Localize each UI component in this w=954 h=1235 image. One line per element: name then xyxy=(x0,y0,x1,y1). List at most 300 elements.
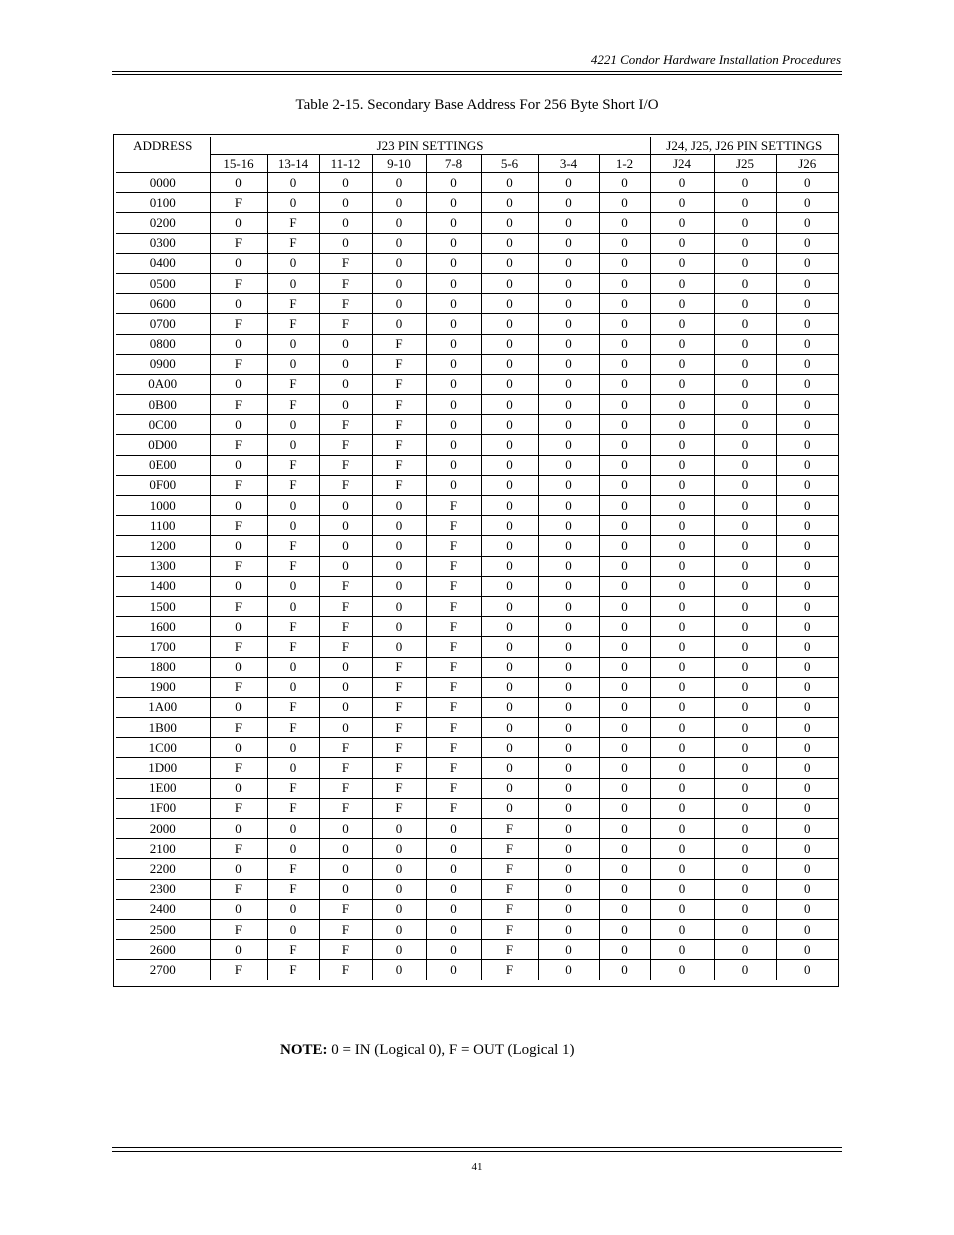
pin-setting-cell: 0 xyxy=(776,677,838,697)
column-header: J24 xyxy=(650,155,714,173)
pin-setting-cell: 0 xyxy=(599,455,650,475)
pin-setting-cell: 0 xyxy=(267,677,319,697)
pin-setting-cell: 0 xyxy=(426,273,481,293)
pin-setting-cell: 0 xyxy=(319,193,372,213)
pin-setting-cell: 0 xyxy=(210,576,267,596)
pin-setting-cell: 0 xyxy=(210,738,267,758)
pin-setting-cell: 0 xyxy=(481,516,538,536)
pin-setting-cell: 0 xyxy=(210,294,267,314)
pin-setting-cell: 0 xyxy=(599,374,650,394)
pin-setting-cell: 0 xyxy=(210,697,267,717)
pin-setting-cell: 0 xyxy=(426,899,481,919)
pin-setting-cell: 0 xyxy=(714,536,776,556)
pin-setting-cell: 0 xyxy=(650,173,714,193)
pin-setting-cell: 0 xyxy=(776,576,838,596)
pin-setting-cell: F xyxy=(319,576,372,596)
pin-setting-cell: 0 xyxy=(319,395,372,415)
table-row xyxy=(116,637,838,657)
pin-setting-cell: 0 xyxy=(538,879,599,899)
address-cell: 0D00 xyxy=(116,435,210,455)
pin-setting-cell: 0 xyxy=(650,253,714,273)
pin-setting-cell: 0 xyxy=(481,233,538,253)
pin-setting-cell: 0 xyxy=(481,778,538,798)
pin-setting-cell: 0 xyxy=(372,516,426,536)
pin-setting-cell: 0 xyxy=(538,354,599,374)
pin-setting-cell: 0 xyxy=(319,496,372,516)
address-cell: 1300 xyxy=(116,556,210,576)
pin-setting-cell: 0 xyxy=(650,233,714,253)
pin-setting-cell: 0 xyxy=(776,738,838,758)
pin-setting-cell: F xyxy=(267,213,319,233)
pin-setting-cell: 0 xyxy=(714,253,776,273)
pin-setting-cell: 0 xyxy=(650,738,714,758)
pin-setting-cell: 0 xyxy=(650,496,714,516)
header-rule-bottom xyxy=(112,74,842,75)
pin-setting-cell: F xyxy=(210,798,267,818)
pin-setting-cell: 0 xyxy=(714,516,776,536)
pin-setting-cell: 0 xyxy=(776,536,838,556)
pin-setting-cell: F xyxy=(426,758,481,778)
pin-setting-cell: F xyxy=(426,637,481,657)
table-row xyxy=(116,173,838,193)
pin-setting-cell: 0 xyxy=(776,919,838,939)
pin-setting-cell: 0 xyxy=(599,899,650,919)
pin-setting-cell: F xyxy=(210,314,267,334)
pin-setting-cell: 0 xyxy=(714,415,776,435)
pin-setting-cell: 0 xyxy=(714,334,776,354)
pin-setting-cell: 0 xyxy=(714,273,776,293)
pin-setting-cell: 0 xyxy=(650,758,714,778)
address-cell: 0C00 xyxy=(116,415,210,435)
pin-setting-cell: 0 xyxy=(538,334,599,354)
address-header: ADDRESS xyxy=(116,137,210,155)
pin-setting-cell: 0 xyxy=(650,879,714,899)
table-row xyxy=(116,496,838,516)
pin-setting-cell: 0 xyxy=(599,677,650,697)
pin-setting-cell: 0 xyxy=(267,415,319,435)
pin-setting-cell: 0 xyxy=(372,576,426,596)
pin-setting-cell: 0 xyxy=(481,677,538,697)
pin-setting-cell: 0 xyxy=(650,819,714,839)
address-cell: 2600 xyxy=(116,940,210,960)
pin-setting-cell: 0 xyxy=(599,798,650,818)
footnote xyxy=(280,1042,575,1059)
pin-setting-cell: 0 xyxy=(426,435,481,455)
column-header: J26 xyxy=(776,155,838,173)
pin-setting-cell: 0 xyxy=(267,839,319,859)
address-cell: 1400 xyxy=(116,576,210,596)
pin-setting-cell: 0 xyxy=(210,819,267,839)
pin-setting-cell: 0 xyxy=(481,334,538,354)
pin-setting-cell: 0 xyxy=(481,738,538,758)
pin-setting-cell: 0 xyxy=(319,516,372,536)
address-cell: 0100 xyxy=(116,193,210,213)
pin-setting-cell: 0 xyxy=(372,294,426,314)
pin-setting-cell: 0 xyxy=(538,637,599,657)
pin-setting-cell: 0 xyxy=(319,173,372,193)
pin-setting-cell: F xyxy=(267,637,319,657)
pin-setting-cell: 0 xyxy=(538,819,599,839)
address-cell: 0300 xyxy=(116,233,210,253)
pin-setting-cell: F xyxy=(267,859,319,879)
pin-setting-cell: F xyxy=(210,556,267,576)
pin-setting-cell: 0 xyxy=(481,718,538,738)
pin-setting-cell: 0 xyxy=(538,314,599,334)
pin-setting-cell: 0 xyxy=(714,496,776,516)
pin-setting-cell: 0 xyxy=(538,556,599,576)
pin-setting-cell: 0 xyxy=(372,637,426,657)
pin-setting-cell: 0 xyxy=(599,758,650,778)
pin-setting-cell: 0 xyxy=(776,940,838,960)
address-cell: 0500 xyxy=(116,273,210,293)
address-cell: 0F00 xyxy=(116,475,210,495)
j23-group-header: J23 PIN SETTINGS xyxy=(210,137,650,155)
pin-setting-cell: 0 xyxy=(372,879,426,899)
pin-setting-cell: 0 xyxy=(372,819,426,839)
table-row xyxy=(116,859,838,879)
pin-setting-cell: F xyxy=(319,294,372,314)
pin-setting-cell: F xyxy=(210,718,267,738)
pin-setting-cell: 0 xyxy=(319,536,372,556)
address-cell: 1B00 xyxy=(116,718,210,738)
pin-setting-cell: F xyxy=(210,395,267,415)
pin-setting-cell: 0 xyxy=(538,455,599,475)
address-cell: 1900 xyxy=(116,677,210,697)
pin-setting-cell: F xyxy=(481,819,538,839)
address-cell: 0800 xyxy=(116,334,210,354)
pin-setting-cell: F xyxy=(267,940,319,960)
pin-setting-cell: 0 xyxy=(267,496,319,516)
table-row xyxy=(116,960,838,980)
pin-setting-cell: 0 xyxy=(650,374,714,394)
pin-setting-cell: 0 xyxy=(538,496,599,516)
address-cell: 1100 xyxy=(116,516,210,536)
pin-setting-cell: 0 xyxy=(776,596,838,616)
pin-setting-cell: 0 xyxy=(267,576,319,596)
pin-setting-cell: 0 xyxy=(481,475,538,495)
pin-setting-cell: 0 xyxy=(426,879,481,899)
pin-setting-cell: F xyxy=(372,395,426,415)
pin-setting-cell: 0 xyxy=(599,193,650,213)
table-row xyxy=(116,758,838,778)
pin-setting-cell: F xyxy=(319,435,372,455)
pin-setting-cell: 0 xyxy=(538,859,599,879)
pin-setting-cell: 0 xyxy=(599,334,650,354)
pin-setting-cell: 0 xyxy=(599,273,650,293)
pin-setting-cell: 0 xyxy=(599,314,650,334)
pin-setting-cell: 0 xyxy=(599,213,650,233)
pin-setting-cell: 0 xyxy=(267,657,319,677)
pin-setting-cell: F xyxy=(426,536,481,556)
pin-setting-cell: F xyxy=(426,657,481,677)
pin-setting-cell: 0 xyxy=(319,718,372,738)
pin-setting-cell: 0 xyxy=(267,193,319,213)
pin-setting-cell: 0 xyxy=(538,273,599,293)
table-row xyxy=(116,798,838,818)
pin-setting-cell: F xyxy=(319,253,372,273)
pin-setting-cell: F xyxy=(210,758,267,778)
pin-setting-cell: 0 xyxy=(599,516,650,536)
pin-setting-cell: F xyxy=(372,758,426,778)
pin-setting-cell: 0 xyxy=(426,253,481,273)
pin-setting-cell: 0 xyxy=(481,576,538,596)
pin-setting-cell: 0 xyxy=(599,253,650,273)
pin-setting-cell: 0 xyxy=(267,758,319,778)
address-cell: 2300 xyxy=(116,879,210,899)
pin-setting-cell: F xyxy=(372,455,426,475)
pin-setting-cell: 0 xyxy=(650,395,714,415)
pin-setting-cell: 0 xyxy=(599,940,650,960)
pin-setting-cell: 0 xyxy=(714,395,776,415)
pin-setting-cell: 0 xyxy=(538,415,599,435)
pin-setting-cell: 0 xyxy=(372,919,426,939)
pin-setting-cell: F xyxy=(319,273,372,293)
address-header-spacer xyxy=(116,155,210,173)
pin-setting-cell: 0 xyxy=(372,940,426,960)
pin-setting-cell: 0 xyxy=(481,374,538,394)
address-cell: 2200 xyxy=(116,859,210,879)
pin-setting-cell: 0 xyxy=(776,193,838,213)
pin-setting-cell: 0 xyxy=(481,496,538,516)
pin-setting-cell: 0 xyxy=(714,657,776,677)
pin-setting-cell: 0 xyxy=(599,294,650,314)
pin-setting-cell: 0 xyxy=(650,637,714,657)
pin-setting-cell: 0 xyxy=(714,738,776,758)
table-body xyxy=(116,173,838,980)
pin-setting-cell: 0 xyxy=(481,294,538,314)
address-cell: 0700 xyxy=(116,314,210,334)
pin-setting-cell: F xyxy=(319,899,372,919)
column-header: 9-10 xyxy=(372,155,426,173)
address-cell: 0200 xyxy=(116,213,210,233)
pin-setting-cell: 0 xyxy=(714,374,776,394)
table-row xyxy=(116,415,838,435)
address-cell: 1700 xyxy=(116,637,210,657)
table-row xyxy=(116,819,838,839)
pin-setting-cell: 0 xyxy=(538,919,599,939)
pin-setting-cell: F xyxy=(267,879,319,899)
pin-setting-cell: F xyxy=(426,496,481,516)
pin-setting-cell: 0 xyxy=(372,273,426,293)
pin-setting-cell: 0 xyxy=(372,859,426,879)
table-row xyxy=(116,334,838,354)
column-header-row xyxy=(116,155,838,173)
pin-setting-cell: 0 xyxy=(372,233,426,253)
pin-setting-cell: 0 xyxy=(538,839,599,859)
pin-setting-cell: 0 xyxy=(650,516,714,536)
pin-setting-cell: F xyxy=(372,718,426,738)
table-row xyxy=(116,455,838,475)
pin-setting-cell: F xyxy=(267,294,319,314)
table-row xyxy=(116,536,838,556)
pin-setting-cell: 0 xyxy=(319,233,372,253)
pin-setting-cell: 0 xyxy=(599,637,650,657)
pin-setting-cell: 0 xyxy=(650,798,714,818)
pin-setting-cell: 0 xyxy=(714,718,776,738)
pin-setting-cell: 0 xyxy=(650,576,714,596)
pin-setting-cell: 0 xyxy=(210,415,267,435)
pin-setting-cell: F xyxy=(319,415,372,435)
pin-setting-cell: F xyxy=(426,798,481,818)
pin-setting-cell: 0 xyxy=(714,576,776,596)
pin-setting-cell: 0 xyxy=(538,596,599,616)
pin-setting-cell: 0 xyxy=(372,960,426,980)
address-cell: 1200 xyxy=(116,536,210,556)
pin-setting-cell: F xyxy=(210,960,267,980)
pin-setting-cell: 0 xyxy=(481,697,538,717)
pin-setting-cell: 0 xyxy=(650,334,714,354)
pin-setting-cell: 0 xyxy=(538,374,599,394)
pin-setting-cell: 0 xyxy=(776,334,838,354)
address-cell: 1F00 xyxy=(116,798,210,818)
pin-setting-cell: 0 xyxy=(538,697,599,717)
pin-setting-cell: 0 xyxy=(650,415,714,435)
pin-setting-cell: 0 xyxy=(319,657,372,677)
address-table xyxy=(116,137,838,980)
pin-setting-cell: 0 xyxy=(372,536,426,556)
pin-setting-cell: F xyxy=(267,395,319,415)
pin-setting-cell: 0 xyxy=(776,253,838,273)
pin-setting-cell: 0 xyxy=(210,253,267,273)
pin-setting-cell: 0 xyxy=(372,253,426,273)
pin-setting-cell: 0 xyxy=(776,758,838,778)
pin-setting-cell: 0 xyxy=(599,173,650,193)
table-row xyxy=(116,778,838,798)
pin-setting-cell: 0 xyxy=(372,899,426,919)
pin-setting-cell: 0 xyxy=(426,819,481,839)
pin-setting-cell: F xyxy=(481,919,538,939)
table-row xyxy=(116,314,838,334)
pin-setting-cell: 0 xyxy=(267,253,319,273)
j24-group-header: J24, J25, J26 PIN SETTINGS xyxy=(650,137,838,155)
pin-setting-cell: 0 xyxy=(776,455,838,475)
pin-setting-cell: 0 xyxy=(776,718,838,738)
address-cell: 0400 xyxy=(116,253,210,273)
pin-setting-cell: 0 xyxy=(267,173,319,193)
pin-setting-cell: F xyxy=(319,596,372,616)
pin-setting-cell: 0 xyxy=(714,899,776,919)
table-row xyxy=(116,233,838,253)
pin-setting-cell: F xyxy=(319,314,372,334)
pin-setting-cell: 0 xyxy=(776,839,838,859)
pin-setting-cell: 0 xyxy=(650,314,714,334)
pin-setting-cell: 0 xyxy=(650,899,714,919)
pin-setting-cell: F xyxy=(372,435,426,455)
pin-setting-cell: 0 xyxy=(714,596,776,616)
pin-setting-cell: 0 xyxy=(538,173,599,193)
pin-setting-cell: F xyxy=(426,697,481,717)
pin-setting-cell: 0 xyxy=(714,637,776,657)
pin-setting-cell: 0 xyxy=(210,455,267,475)
note-label: NOTE: xyxy=(280,1042,328,1058)
table-row xyxy=(116,677,838,697)
pin-setting-cell: 0 xyxy=(776,859,838,879)
pin-setting-cell: F xyxy=(372,475,426,495)
pin-setting-cell: 0 xyxy=(481,435,538,455)
pin-setting-cell: 0 xyxy=(599,536,650,556)
pin-setting-cell: F xyxy=(426,778,481,798)
pin-setting-cell: F xyxy=(210,839,267,859)
pin-setting-cell: 0 xyxy=(714,819,776,839)
pin-setting-cell: 0 xyxy=(714,475,776,495)
address-cell: 2500 xyxy=(116,919,210,939)
pin-setting-cell: F xyxy=(481,940,538,960)
pin-setting-cell: 0 xyxy=(776,819,838,839)
pin-setting-cell: 0 xyxy=(714,435,776,455)
pin-setting-cell: 0 xyxy=(210,213,267,233)
table-row xyxy=(116,940,838,960)
pin-setting-cell: 0 xyxy=(372,496,426,516)
pin-setting-cell: 0 xyxy=(650,919,714,939)
pin-setting-cell: 0 xyxy=(319,859,372,879)
pin-setting-cell: 0 xyxy=(776,374,838,394)
pin-setting-cell: 0 xyxy=(538,617,599,637)
table-row xyxy=(116,253,838,273)
pin-setting-cell: 0 xyxy=(426,374,481,394)
pin-setting-cell: F xyxy=(319,798,372,818)
pin-setting-cell: F xyxy=(372,415,426,435)
pin-setting-cell: 0 xyxy=(776,798,838,818)
pin-setting-cell: 0 xyxy=(599,839,650,859)
pin-setting-cell: 0 xyxy=(714,697,776,717)
pin-setting-cell: 0 xyxy=(776,496,838,516)
pin-setting-cell: 0 xyxy=(481,253,538,273)
pin-setting-cell: 0 xyxy=(599,233,650,253)
pin-setting-cell: 0 xyxy=(538,536,599,556)
pin-setting-cell: 0 xyxy=(776,657,838,677)
pin-setting-cell: 0 xyxy=(481,798,538,818)
pin-setting-cell: 0 xyxy=(267,899,319,919)
pin-setting-cell: F xyxy=(267,718,319,738)
pin-setting-cell: 0 xyxy=(426,354,481,374)
pin-setting-cell: 0 xyxy=(650,354,714,374)
pin-setting-cell: 0 xyxy=(599,576,650,596)
pin-setting-cell: 0 xyxy=(481,415,538,435)
pin-setting-cell: 0 xyxy=(650,273,714,293)
pin-setting-cell: 0 xyxy=(650,536,714,556)
pin-setting-cell: 0 xyxy=(599,718,650,738)
table-row xyxy=(116,718,838,738)
pin-setting-cell: 0 xyxy=(714,354,776,374)
table-row xyxy=(116,839,838,859)
header-rule-top xyxy=(112,71,842,72)
pin-setting-cell: 0 xyxy=(776,697,838,717)
pin-setting-cell: 0 xyxy=(538,758,599,778)
pin-setting-cell: 0 xyxy=(599,859,650,879)
pin-setting-cell: F xyxy=(210,193,267,213)
pin-setting-cell: 0 xyxy=(538,576,599,596)
pin-setting-cell: 0 xyxy=(599,879,650,899)
pin-setting-cell: 0 xyxy=(776,879,838,899)
pin-setting-cell: F xyxy=(267,697,319,717)
pin-setting-cell: 0 xyxy=(650,859,714,879)
pin-setting-cell: 0 xyxy=(481,273,538,293)
pin-setting-cell: 0 xyxy=(776,960,838,980)
table-row xyxy=(116,475,838,495)
pin-setting-cell: 0 xyxy=(210,657,267,677)
column-header: J25 xyxy=(714,155,776,173)
pin-setting-cell: 0 xyxy=(714,617,776,637)
pin-setting-cell: 0 xyxy=(267,738,319,758)
pin-setting-cell: 0 xyxy=(599,919,650,939)
pin-setting-cell: 0 xyxy=(776,173,838,193)
pin-setting-cell: F xyxy=(372,798,426,818)
pin-setting-cell: 0 xyxy=(650,294,714,314)
pin-setting-cell: 0 xyxy=(538,395,599,415)
pin-setting-cell: 0 xyxy=(481,354,538,374)
pin-setting-cell: 0 xyxy=(599,596,650,616)
address-cell: 1600 xyxy=(116,617,210,637)
